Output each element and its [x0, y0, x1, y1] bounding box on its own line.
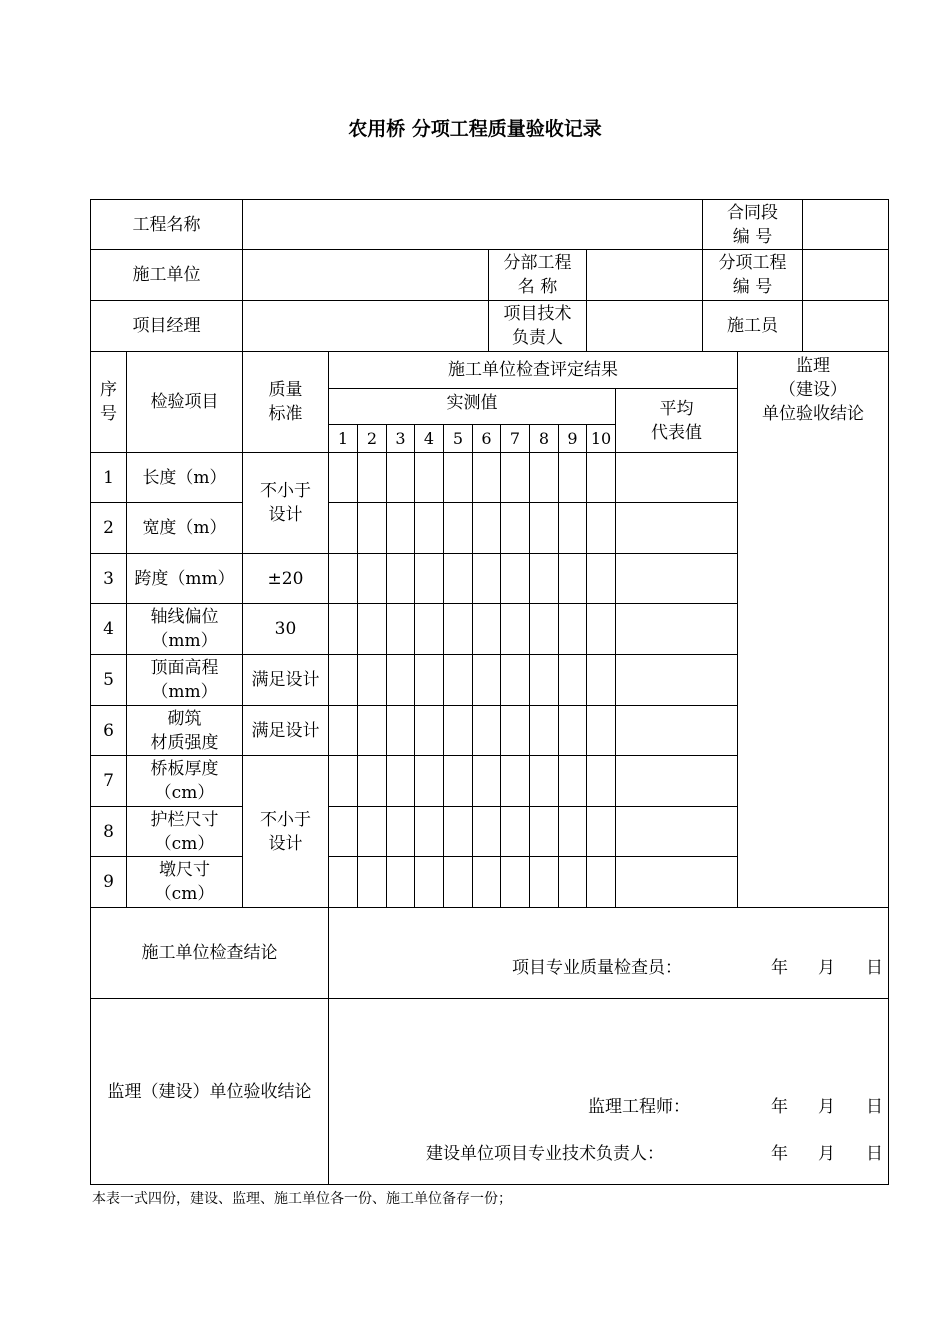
manager-label: 项目经理	[132, 316, 201, 336]
project-name-value[interactable]	[243, 200, 702, 249]
supervisor-header: 监理 （建设） 单位验收结论	[762, 356, 864, 424]
row-no: 1	[103, 467, 114, 488]
measure-col-5: 5	[452, 428, 464, 448]
worker-value[interactable]	[803, 301, 888, 351]
inspector-month: 月	[818, 958, 835, 978]
seq-header: 序 号	[100, 380, 117, 424]
row-item: 顶面高程 （mm）	[150, 658, 219, 702]
owner-tech-label: 建设单位项目专业技术负责人：	[426, 1144, 664, 1164]
measure-col-3: 3	[395, 428, 406, 448]
engineer-label: 监理工程师：	[588, 1097, 690, 1117]
tech-lead-label: 项目技术 负责人	[503, 304, 572, 348]
row-no: 7	[103, 771, 114, 791]
inspector-day: 日	[866, 958, 883, 978]
engineer-month: 月	[818, 1097, 835, 1117]
row-item: 护栏尺寸 （cm）	[150, 809, 219, 854]
row-item: 墩尺寸 （cm）	[154, 860, 215, 904]
row-item: 桥板厚度 （cm）	[150, 759, 219, 803]
row-item: 砌筑 材质强度	[150, 708, 219, 753]
row-item: 宽度（m）	[142, 518, 227, 538]
measure-col-10: 10	[590, 428, 612, 448]
page-title: 农用桥 分项工程质量验收记录	[348, 118, 602, 140]
division-name-label: 分部工程 名 称	[503, 253, 572, 297]
measure-col-9: 9	[567, 428, 578, 448]
owner-tech-year: 年	[771, 1144, 788, 1164]
division-name-value[interactable]	[587, 250, 702, 300]
result-header: 施工单位检查评定结果	[448, 360, 618, 380]
standard-row-4: 30	[274, 619, 297, 639]
row-no: 9	[103, 872, 114, 892]
measure-col-6: 6	[481, 428, 492, 448]
owner-tech-month: 月	[818, 1144, 835, 1164]
measure-col-4: 4	[423, 428, 435, 448]
row-no: 5	[103, 670, 114, 690]
manager-value[interactable]	[243, 301, 488, 351]
engineer-day: 日	[866, 1097, 883, 1117]
measured-header: 实测值	[446, 393, 498, 413]
footer-note: 本表一式四份，建设、监理、施工单位各一份、施工单位备存一份；	[92, 1191, 512, 1207]
supervisor-conclusion-label: 监理（建设）单位验收结论	[107, 1081, 312, 1102]
row-no: 4	[103, 619, 114, 639]
contract-no-label: 合同段 编 号	[727, 202, 778, 247]
engineer-year: 年	[771, 1097, 788, 1117]
row-no: 6	[103, 720, 114, 741]
worker-label: 施工员	[727, 316, 778, 336]
measure-col-2: 2	[366, 428, 378, 448]
subitem-no-value[interactable]	[803, 250, 888, 300]
measure-col-7: 7	[509, 428, 521, 448]
standard-row-5: 满足设计	[251, 670, 320, 690]
standard-rows-7-9: 不小于 设计	[260, 809, 311, 854]
measure-col-8: 8	[538, 428, 550, 448]
row-item: 轴线偏位 （mm）	[150, 607, 219, 651]
standard-header: 质量 标准	[268, 380, 303, 424]
row-no: 3	[103, 568, 114, 589]
row-item: 跨度（mm）	[134, 568, 235, 589]
owner-tech-day: 日	[866, 1144, 883, 1164]
row-no: 8	[103, 821, 114, 842]
supervisor-conclusion-cell[interactable]	[738, 453, 888, 907]
inspector-label: 项目专业质量检查员：	[512, 958, 682, 978]
project-name-label: 工程名称	[132, 214, 201, 235]
subitem-no-label: 分项工程 编 号	[718, 253, 787, 297]
standard-row-3: ±20	[267, 568, 304, 589]
row-item: 长度（m）	[142, 467, 227, 488]
standard-rows-1-2: 不小于 设计	[260, 481, 311, 525]
standard-row-6: 满足设计	[251, 720, 320, 741]
row-no: 2	[103, 518, 114, 538]
builder-value[interactable]	[243, 250, 488, 300]
average-header: 平均 代表值	[651, 398, 702, 443]
item-header: 检验项目	[150, 392, 219, 412]
contract-no-value[interactable]	[803, 200, 888, 249]
inspector-year: 年	[771, 958, 788, 978]
builder-label: 施工单位	[132, 265, 201, 285]
tech-lead-value[interactable]	[587, 301, 702, 351]
builder-conclusion-label: 施工单位检查结论	[141, 943, 278, 963]
measure-col-1: 1	[337, 428, 349, 448]
